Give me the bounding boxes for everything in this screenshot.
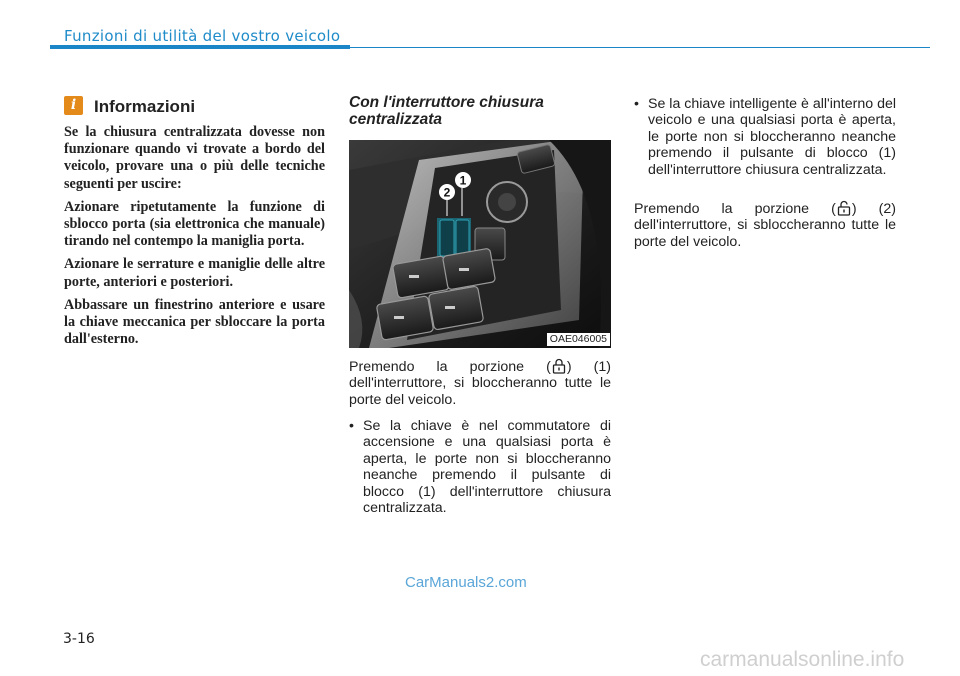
footer-site-watermark: carmanualsonline.info	[700, 648, 905, 671]
lock-paragraph-text-2: ) (1) dell'interruttore, si bloccheranno tutte le porte del veicolo.	[349, 359, 611, 408]
section-header-title: Funzioni di utilità del vostro veicolo	[64, 27, 341, 45]
door-switch-photo	[349, 140, 611, 348]
unlock-paragraph-text-2: ) (2) dell'interruttore, si sbloccheranno tutte le porte del veicolo.	[634, 201, 896, 250]
info-title: Informazioni	[94, 97, 196, 116]
bullet-list	[634, 96, 896, 178]
bullet-text: Se la chiave intelligente è all'interno del veicolo e una qualsiasi porta è aperta, le porte non si bloccheranno neanche premendo il pulsante di blocco (1) dell'interruttore chiusura centralizzata.	[648, 96, 896, 178]
lock-paragraph-text-1: Premendo la porzione (	[349, 359, 551, 375]
section-heading: Con l'interruttore chiusura centralizzata	[349, 94, 544, 128]
unlock-paragraph-text-1: Premendo la porzione (	[634, 201, 836, 217]
lock-closed-icon	[552, 358, 566, 374]
bullet-list	[349, 418, 611, 516]
callout-2: 2	[443, 185, 451, 200]
info-icon: i	[64, 96, 83, 115]
info-text	[64, 124, 325, 354]
page-number: 3-16	[63, 631, 95, 647]
bullet-text: Se la chiave è nel commutatore di accensione e una qualsiasi porta è aperta, le porte non si bloccheranno neanche premendo il pulsante di blocco (1) dell'interruttore chiusura centralizzata.	[363, 418, 611, 517]
bullet-marker: •	[349, 418, 354, 434]
lock-paragraph	[349, 358, 611, 408]
photo-code: OAE046005	[547, 333, 610, 346]
info-paragraph: Abbassare un finestrino anteriore e usare la chiave meccanica per sbloccare la porta dall'esterno.	[64, 296, 325, 348]
list-item	[349, 418, 611, 516]
watermark-link[interactable]: CarManuals2.com	[405, 574, 527, 591]
callout-1: 1	[459, 173, 467, 188]
lock-open-icon	[837, 200, 851, 216]
header-rule-thin	[350, 47, 930, 48]
unlock-paragraph	[634, 200, 896, 250]
info-paragraph: Azionare le serrature e maniglie delle altre porte, anteriori e posteriori.	[64, 256, 325, 290]
door-switch-illustration	[349, 140, 611, 348]
list-item	[634, 96, 896, 178]
info-paragraph: Azionare ripetutamente la funzione di sblocco porta (sia elettronica che manuale) tirando nel contempo la maniglia porta.	[64, 198, 325, 250]
info-paragraph: Se la chiusura centralizzata dovesse non funzionare quando vi trovate a bordo del veicolo, provare una o più delle tecniche seguenti per uscire:	[64, 124, 325, 192]
bullet-marker: •	[634, 96, 639, 112]
header-rule	[50, 45, 350, 49]
